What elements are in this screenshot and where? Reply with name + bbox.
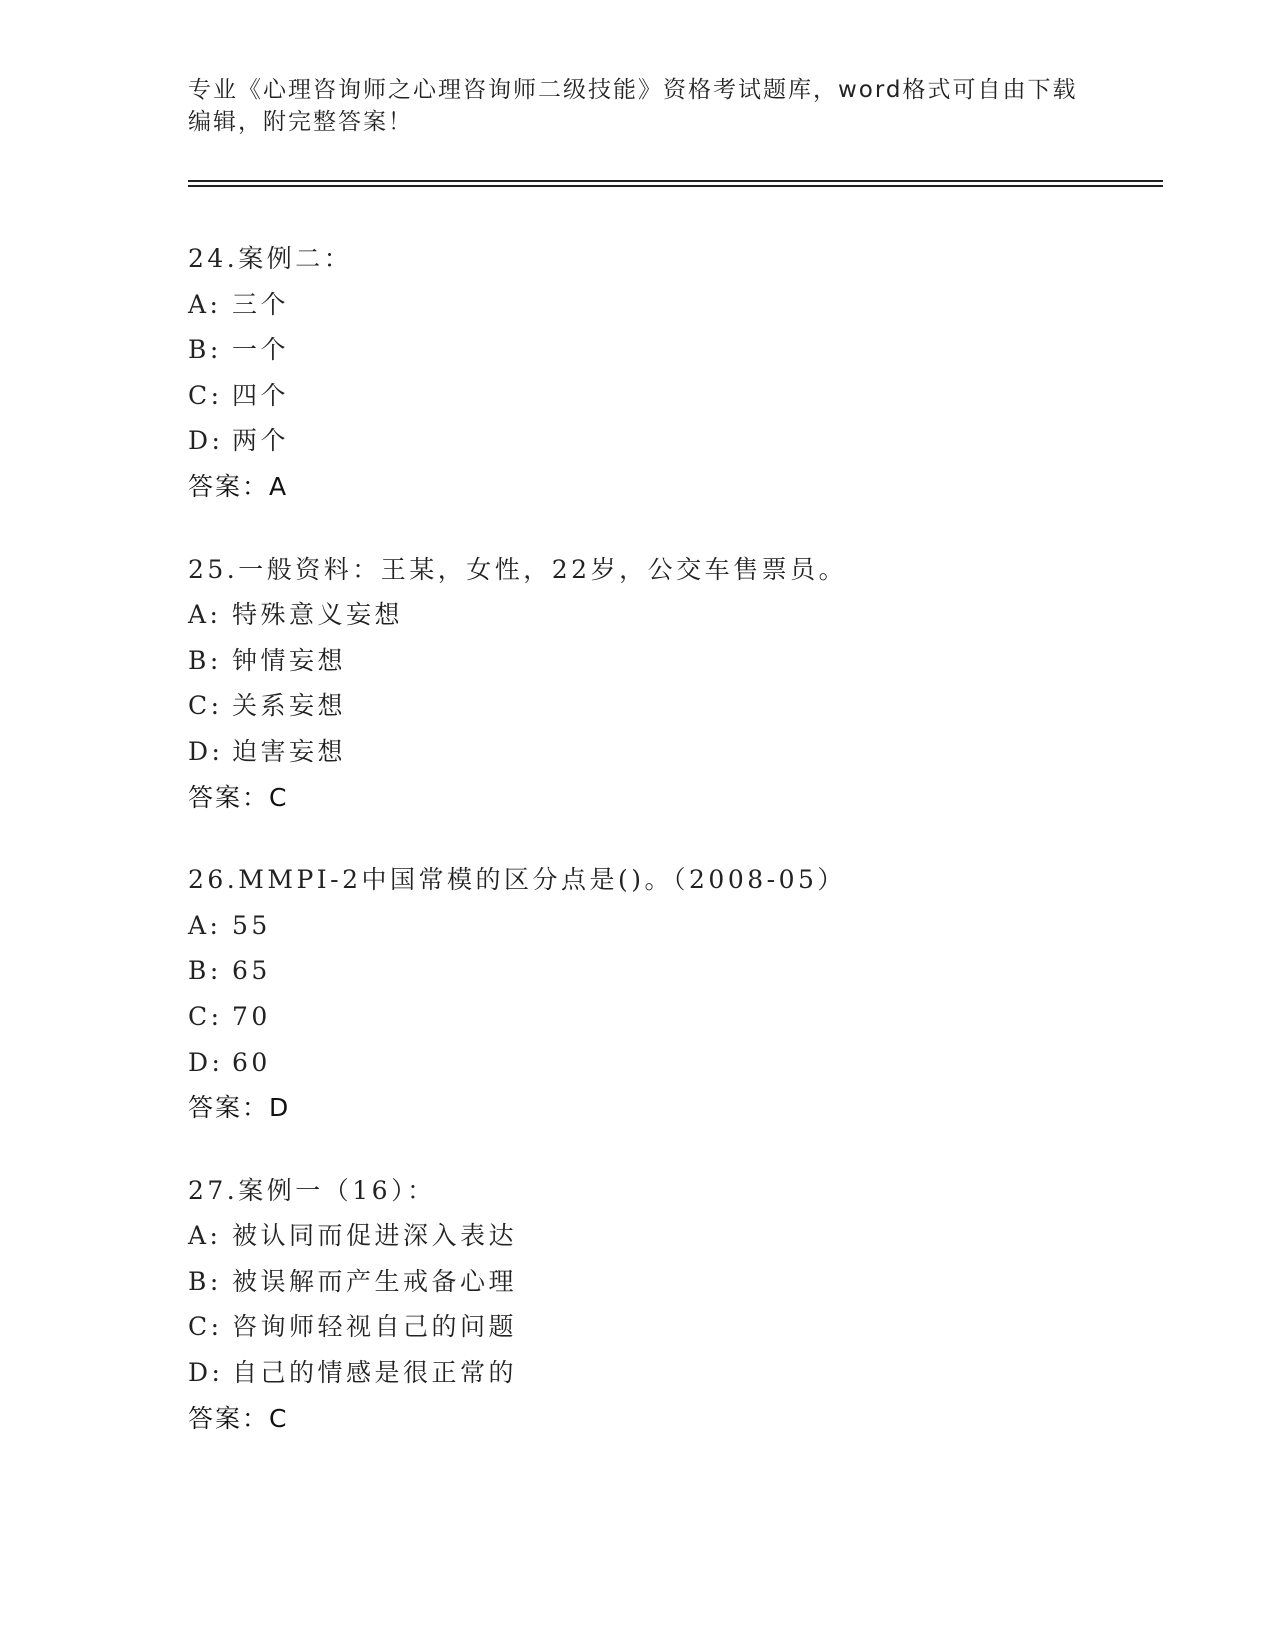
- option-key: D:: [188, 426, 224, 456]
- option-key: A:: [188, 1221, 222, 1251]
- question-25: [188, 547, 1138, 821]
- answer-line: 答案：D: [188, 1093, 291, 1123]
- header-line-2: 编辑，附完整答案！: [188, 109, 413, 135]
- option-text: 60: [232, 1047, 271, 1077]
- option-b: [188, 948, 1138, 994]
- option-key: B:: [188, 1266, 222, 1296]
- header-line-1: 专业《心理咨询师之心理咨询师二级技能》资格考试题库，word格式可自由下载: [188, 77, 1078, 103]
- option-d: [188, 1350, 1138, 1396]
- option-text: 65: [232, 956, 271, 986]
- option-text: 迫害妄想: [232, 736, 347, 766]
- option-text: 两个: [232, 426, 290, 456]
- question-27: [188, 1168, 1138, 1442]
- option-key: C:: [188, 1001, 223, 1031]
- option-a: [188, 592, 1138, 638]
- option-key: B:: [188, 956, 222, 986]
- option-key: C:: [188, 1312, 223, 1342]
- option-text: 钟情妄想: [232, 645, 347, 675]
- option-key: A:: [188, 600, 222, 630]
- option-key: A:: [188, 910, 222, 940]
- option-text: 自己的情感是很正常的: [232, 1358, 518, 1388]
- question-title: 25.一般资料：王某，女性，22岁，公交车售票员。: [188, 554, 848, 584]
- option-text: 特殊意义妄想: [232, 600, 404, 630]
- option-c: [188, 683, 1138, 729]
- option-a: [188, 1213, 1138, 1259]
- option-c: [188, 994, 1138, 1040]
- option-d: [188, 1040, 1138, 1086]
- option-text: 咨询师轻视自己的问题: [232, 1312, 518, 1342]
- option-key: C:: [188, 691, 223, 721]
- option-text: 四个: [232, 380, 290, 410]
- question-title: 27.案例一（16）：: [188, 1175, 436, 1205]
- option-key: D:: [188, 1047, 224, 1077]
- option-key: D:: [188, 1358, 224, 1388]
- option-a: [188, 282, 1138, 328]
- option-a: [188, 903, 1138, 949]
- option-text: 被误解而产生戒备心理: [232, 1266, 518, 1296]
- option-text: 55: [232, 910, 271, 940]
- header-divider-bottom: [188, 185, 1163, 187]
- header-divider-top: [188, 180, 1163, 182]
- option-b: [188, 638, 1138, 684]
- option-d: [188, 729, 1138, 775]
- option-d: [188, 418, 1138, 464]
- option-text: 一个: [232, 335, 290, 365]
- option-c: [188, 373, 1138, 419]
- option-key: A:: [188, 289, 222, 319]
- option-text: 被认同而促进深入表达: [232, 1221, 518, 1251]
- option-text: 70: [232, 1001, 271, 1031]
- option-text: 三个: [232, 289, 290, 319]
- option-key: D:: [188, 736, 224, 766]
- answer-line: 答案：C: [188, 1403, 289, 1433]
- answer-line: 答案：C: [188, 782, 289, 812]
- question-title: 26.MMPI-2中国常模的区分点是()。（2008-05）: [188, 865, 846, 895]
- option-b: [188, 1259, 1138, 1305]
- document-header: [188, 74, 1088, 138]
- answer-line: 答案：A: [188, 471, 289, 501]
- question-title: 24.案例二：: [188, 244, 353, 273]
- question-24: [188, 236, 1138, 510]
- question-26: [188, 857, 1138, 1131]
- option-key: C:: [188, 380, 223, 410]
- option-key: B:: [188, 335, 222, 365]
- option-key: B:: [188, 645, 222, 675]
- option-c: [188, 1304, 1138, 1350]
- option-b: [188, 327, 1138, 373]
- option-text: 关系妄想: [232, 691, 347, 721]
- question-list: [188, 236, 1138, 1478]
